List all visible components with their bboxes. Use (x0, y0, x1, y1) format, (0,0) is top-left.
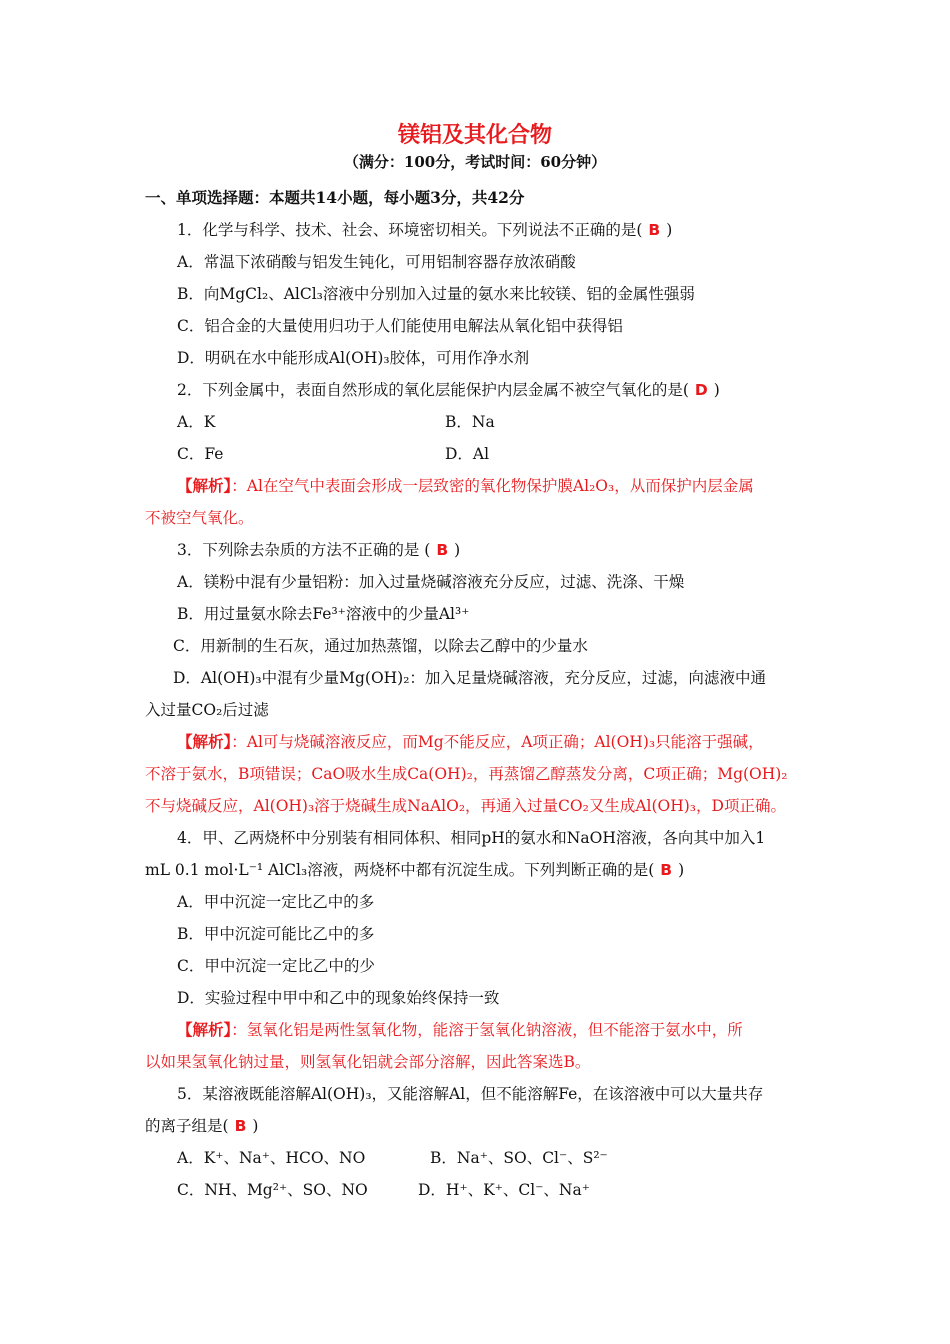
question-2-stem: 2．下列金属中，表面自然形成的氧化层能保护内层金属不被空气氧化的是( (177, 381, 689, 399)
question-4-option-b: B．甲中沉淀可能比乙中的多 (177, 925, 375, 943)
question-3-stem: 3．下列除去杂质的方法不正确的是 ( (177, 541, 431, 559)
question-2-answer: D (694, 381, 708, 399)
question-4-stem-text: mL 0.1 mol·L⁻¹ AlCl₃溶液，两烧杯中都有沉淀生成。下列判断正确的是( (145, 861, 655, 879)
question-5-answer: B (234, 1117, 247, 1135)
question-2 (177, 380, 720, 400)
question-1-option-d: D．明矾在水中能形成Al(OH)₃胶体，可用作净水剂 (177, 349, 530, 367)
question-3-option-c: C．用新制的生石灰，通过加热蒸馏，以除去乙醇中的少量水 (173, 637, 588, 655)
question-4-explanation-cont: 以如果氢氧化钠过量，则氢氧化铝就会部分溶解，因此答案选B。 (145, 1053, 591, 1071)
question-4-option-c: C．甲中沉淀一定比乙中的少 (177, 957, 375, 975)
explanation-tag: 【解析】 (177, 476, 232, 495)
question-1-option-b: B．向MgCl₂、AlCl₃溶液中分别加入过量的氨水来比较镁、铝的金属性强弱 (177, 285, 695, 303)
question-5-stem-text: 的离子组是( (145, 1117, 229, 1135)
question-1-answer: B (648, 221, 661, 239)
question-3-close: ) (454, 541, 461, 559)
question-3-explanation-line-3: 不与烧碱反应，Al(OH)₃溶于烧碱生成NaAlO₂，再通入过量CO₂又生成Al(OH)₃，D项正确。 (145, 797, 786, 815)
question-1-option-a: A．常温下浓硝酸与铝发生钝化，可用铝制容器存放浓硝酸 (177, 253, 576, 271)
question-5-option-c: C．NH、Mg²⁺、SO、NO (177, 1181, 368, 1199)
question-2-option-d: D．Al (445, 445, 490, 463)
explanation-tag: 【解析】 (177, 1020, 232, 1039)
question-3-explanation (177, 732, 764, 752)
question-2-option-c: C．Fe (177, 445, 224, 463)
question-4-option-a: A．甲中沉淀一定比乙中的多 (177, 893, 375, 911)
question-1-option-c: C．铝合金的大量使用归功于人们能使用电解法从氧化铝中获得铝 (177, 317, 623, 335)
page-title: 镁铝及其化合物 (397, 122, 552, 148)
question-3-option-d: D．Al(OH)₃中混有少量Mg(OH)₂：加入足量烧碱溶液，充分反应，过滤，向滤液中通 (173, 669, 766, 687)
question-1 (177, 220, 672, 240)
explanation-text: ：Al在空气中表面会形成一层致密的氧化物保护膜Al₂O₃，从而保护内层金属 (231, 477, 754, 495)
question-5-option-a: A．K⁺、Na⁺、HCO、NO (177, 1149, 366, 1167)
question-5-stem: 5．某溶液既能溶解Al(OH)₃，又能溶解Al，但不能溶解Fe，在该溶液中可以大量共存 (177, 1085, 764, 1103)
question-4-stem-cont (145, 860, 684, 880)
question-1-stem: 1．化学与科学、技术、社会、环境密切相关。下列说法不正确的是( (177, 221, 643, 239)
question-3-option-a: A．镁粉中混有少量铝粉：加入过量烧碱溶液充分反应，过滤、洗涤、干燥 (177, 573, 685, 591)
question-3-option-b: B．用过量氨水除去Fe³⁺溶液中的少量Al³⁺ (177, 605, 470, 623)
question-3 (177, 540, 460, 560)
question-3-answer: B (436, 541, 449, 559)
question-4-answer: B (660, 861, 673, 879)
explanation-text: ：Al可与烧碱溶液反应，而Mg不能反应，A项正确；Al(OH)₃只能溶于强碱， (231, 733, 764, 751)
question-4-option-d: D．实验过程中甲中和乙中的现象始终保持一致 (177, 989, 500, 1007)
section-heading: 一、单项选择题：本题共14小题，每小题3分，共42分 (145, 188, 525, 207)
question-5-option-b: B．Na⁺、SO、Cl⁻、S²⁻ (430, 1149, 608, 1167)
question-2-option-b: B．Na (445, 413, 495, 431)
question-5-option-d: D．H⁺、K⁺、Cl⁻、Na⁺ (418, 1181, 590, 1199)
question-3-explanation-line-2: 不溶于氨水，B项错误；CaO吸水生成Ca(OH)₂，再蒸馏乙醇蒸发分离，C项正确；Mg(OH)₂ (145, 765, 788, 783)
exam-info: （满分：100分，考试时间：60分钟） (343, 153, 607, 171)
question-2-explanation-cont: 不被空气氧化。 (145, 509, 254, 527)
question-4-stem: 4．甲、乙两烧杯中分别装有相同体积、相同pH的氨水和NaOH溶液，各向其中加入1 (177, 829, 766, 847)
explanation-text: ：氢氧化铝是两性氢氧化物，能溶于氢氧化钠溶液，但不能溶于氨水中，所 (231, 1021, 743, 1039)
question-2-close: ) (713, 381, 720, 399)
question-1-close: ) (666, 221, 673, 239)
question-3-option-d-cont: 入过量CO₂后过滤 (145, 701, 269, 719)
question-2-explanation (177, 476, 754, 496)
question-5-close: ) (252, 1117, 259, 1135)
question-4-explanation (177, 1020, 743, 1040)
question-5-stem-cont (145, 1116, 258, 1136)
explanation-tag: 【解析】 (177, 732, 232, 751)
question-2-option-a: A．K (177, 413, 216, 431)
question-4-close: ) (678, 861, 685, 879)
